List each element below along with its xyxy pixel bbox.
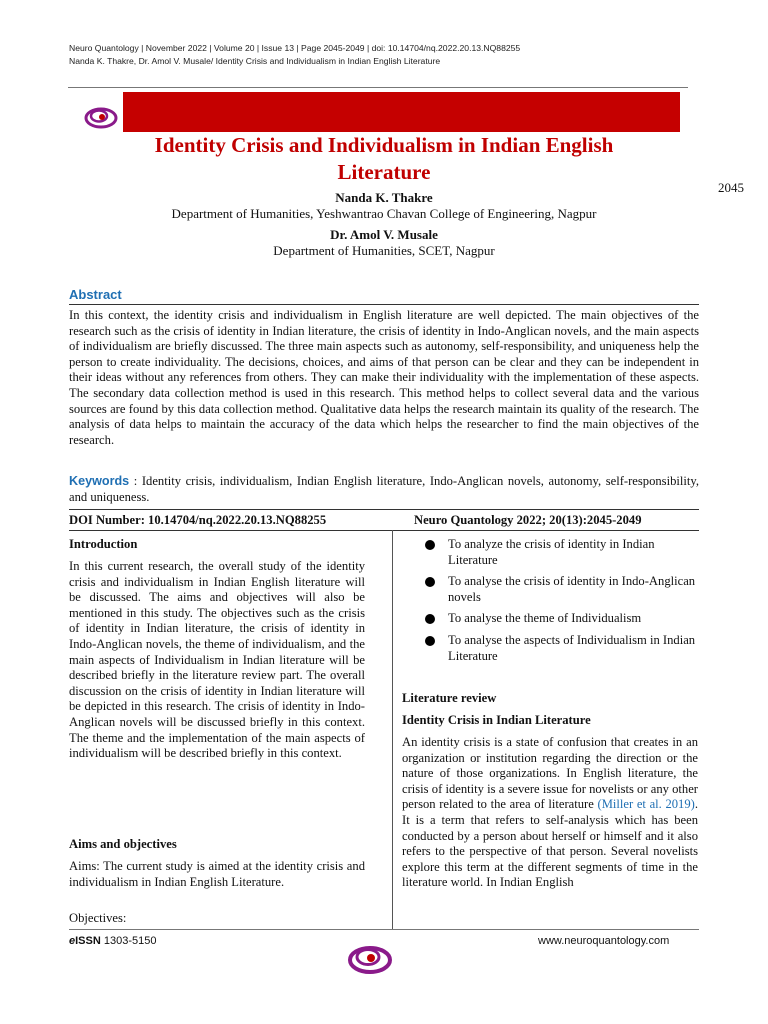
bullet-icon — [425, 614, 435, 624]
abstract-divider — [69, 304, 699, 305]
running-header-authors: Nanda K. Thakre, Dr. Amol V. Musale/ Identity Crisis and Individualism in Indian English Literature — [69, 56, 441, 66]
paper-title — [70, 132, 698, 186]
abstract-text: In this context, the identity crisis and individualism in English literature are well depicted. The main objectives of the research such as the crisis of identity in Indian literature, the crisis of identity in Indo-Anglican novels, and the main aspects of individualism are briefly discussed. The three main aspects such as autonomy, self-responsibility, and uniqueness help the person to create individuality. The decisions, choices, and aims of that person can be clear and they can be independent in their ideas without any references from others. They can make their individuality with the implementation of these aspects. The secondary data collection method is used in this research. This method helps to collect several data and the various sources are found by this data collection method. Qualitative data helps the research maintain its quality of the research. The analysis of data helps to maintain the accuracy of the data which helps the researcher to find the main objectives of the research. — [69, 308, 699, 447]
keywords-text: : Identity crisis, individualism, Indian English literature, Indo-Anglican novels, autonomy, self-responsibility, and uniqueness. — [69, 474, 699, 504]
bullet-icon — [425, 636, 435, 646]
author-2-name: Dr. Amol V. Musale — [330, 227, 438, 242]
doi-bottom-rule — [69, 530, 699, 531]
doi-number: DOI Number: 10.14704/nq.2022.20.13.NQ88255 — [69, 513, 327, 527]
abstract-heading: Abstract — [69, 287, 122, 302]
title-line-2: Literature — [337, 160, 431, 184]
introduction-heading: Introduction — [69, 537, 138, 551]
footer-divider — [69, 929, 699, 930]
bullet-icon — [425, 540, 435, 550]
author-1-name: Nanda K. Thakre — [335, 190, 433, 205]
keywords-label: Keywords — [69, 474, 130, 488]
literature-review-text: An identity crisis is a state of confusion that creates in an organization or institution regarding the direction or the nature of those organizations. In English literature, the crisis of identity is a severe issue for novelists or any other person related to the area of literature (Miller et al. 2019). It is a term that refers to self-analysis which has been conducted by a person about herself or himself and it also refers to the perspective of that person. Several novelists explore this term at the different segments of time in the literature world. In Indian English — [402, 735, 698, 890]
introduction-text: In this current research, the overall study of the identity crisis and individualism in Indian English literature will be discussed. The aims and objectives will also be mentioned in this study. The objectives such as the crisis of identity in Indian literature, the crisis of identity in Indo-Anglican novels, the theme of individualism, and the main aspects of Individualism in Indian literature will be described briefly in the literature review part. The overall discussion on the crisis of identity in Indian literature will be depicted in this research. The crisis of identity in Indo-Anglican novels will be discussed briefly in this context. The theme and the implementation of the main aspects of individualism will be described briefly in this context. — [69, 559, 365, 761]
footer-logo-icon — [346, 938, 394, 978]
page-number: 2045 — [718, 180, 744, 195]
author-2-affiliation: Department of Humanities, SCET, Nagpur — [273, 243, 495, 258]
bullet-icon — [425, 577, 435, 587]
author-1-affiliation: Department of Humanities, Yeshwantrao Chavan College of Engineering, Nagpur — [171, 206, 597, 221]
keywords — [69, 474, 699, 505]
website-link[interactable]: www.neuroquantology.com — [538, 935, 670, 947]
citation-link[interactable]: (Miller et al. 2019) — [597, 797, 695, 812]
running-header-citation: Neuro Quantology | November 2022 | Volume 20 | Issue 13 | Page 2045-2049 | doi: 10.14704/nq.2022.20.13.NQ88255 — [69, 43, 521, 53]
column-divider — [392, 530, 393, 930]
title-line-1: Identity Crisis and Individualism in Indian English — [154, 133, 614, 157]
journal-logo-icon — [83, 102, 119, 132]
header-divider — [68, 87, 688, 88]
journal-citation: Neuro Quantology 2022; 20(13):2045-2049 — [414, 513, 642, 527]
doi-top-rule — [69, 509, 699, 510]
objectives-label: Objectives: — [69, 911, 127, 925]
aims-heading: Aims and objectives — [69, 837, 177, 851]
eissn: eISSN 1303-5150 — [69, 935, 157, 947]
identity-crisis-subheading: Identity Crisis in Indian Literature — [402, 713, 591, 727]
literature-review-heading: Literature review — [402, 691, 497, 705]
aims-text: Aims: The current study is aimed at the identity crisis and individualism in Indian English Literature. — [69, 859, 365, 889]
title-banner — [123, 92, 680, 132]
